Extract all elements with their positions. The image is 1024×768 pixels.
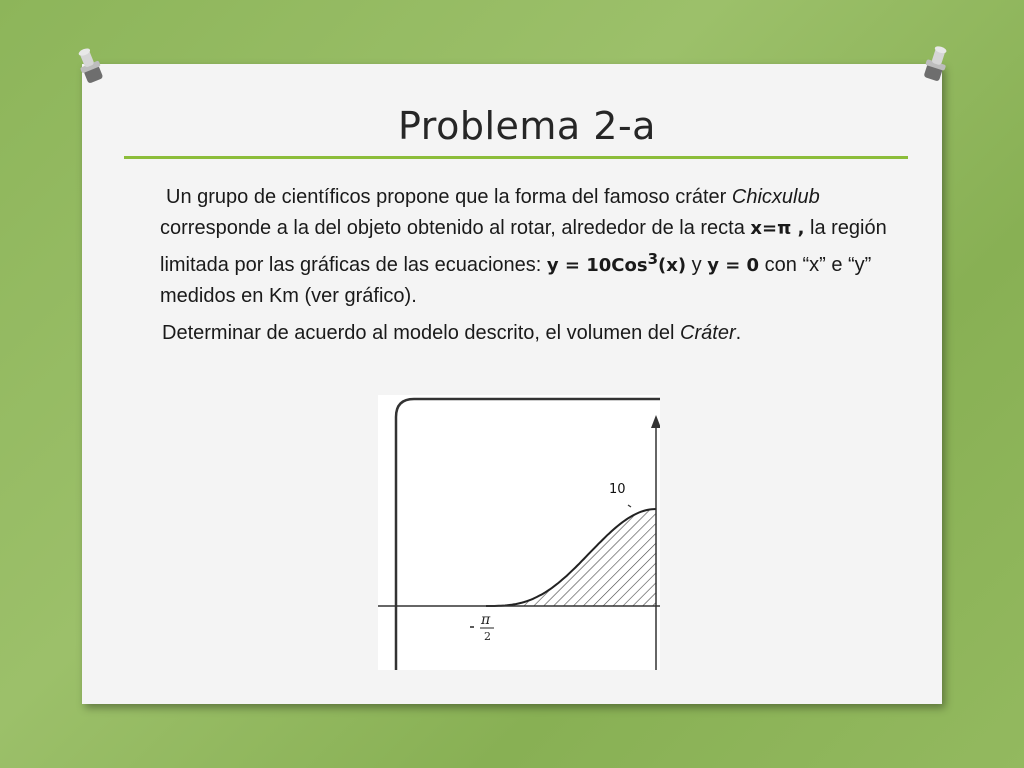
equation-main: y = 10Cos (546, 255, 648, 276)
slide-title: Problema 2-a (398, 104, 656, 148)
text-segment: con “x” e “y” medidos en Km (ver gráfico). (160, 254, 872, 307)
problem-statement (160, 182, 890, 349)
text-segment: y (686, 254, 708, 276)
equation-exponent: 3 (647, 250, 658, 268)
peak-label: 10 (609, 482, 626, 497)
pi-denominator: 2 (484, 630, 491, 643)
text-segment: . (735, 322, 742, 344)
pushpin-left-icon (71, 43, 108, 89)
pushpin-right-icon (918, 41, 953, 86)
text-segment: Un grupo de científicos propone que la forma del famoso cráter (166, 186, 732, 208)
crater-graph (378, 395, 660, 670)
crater-name: Chicxulub (731, 186, 820, 208)
text-segment: Determinar de acuerdo al modelo descrito, el volumen del (162, 322, 681, 344)
curve-equation (546, 250, 687, 276)
title-underline (124, 156, 908, 159)
task-paragraph (162, 318, 890, 349)
problem-paragraph (160, 182, 890, 312)
pi-numerator: π (481, 612, 491, 628)
baseline-equation: y = 0 (707, 255, 760, 276)
crater-word: Cráter (680, 322, 736, 344)
rotation-axis-equation: x=π , (750, 218, 805, 239)
text-segment: la región limitada por las gráficas de las ecuaciones: (160, 217, 887, 276)
equation-arg: (x) (658, 255, 687, 276)
text-segment: corresponde a la del objeto obtenido al rotar, alrededor de la recta (160, 217, 751, 239)
